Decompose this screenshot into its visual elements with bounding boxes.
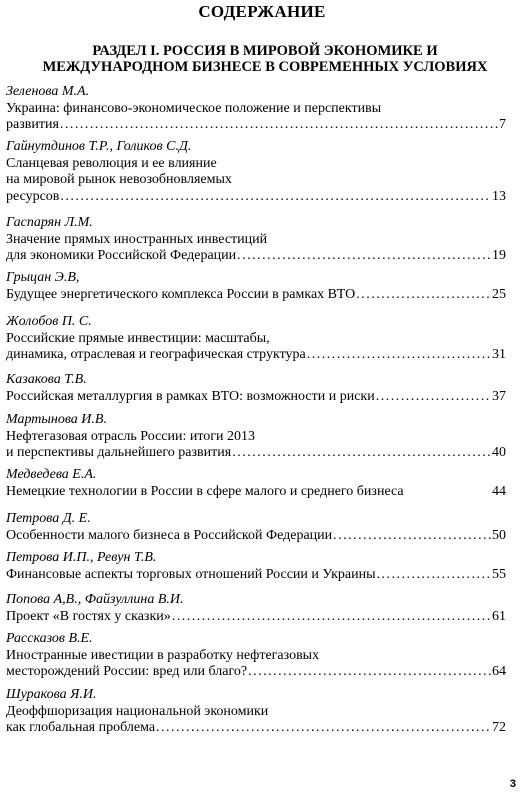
toc-leader-dots (377, 567, 492, 584)
toc-title-text: Финансовые аспекты торговых отношений России и Украины (6, 566, 376, 582)
toc-title-line: Украина: финансово-экономическое положение и перспективы (6, 100, 382, 116)
toc-entry[interactable] (6, 215, 506, 265)
toc-title-text: Особенности малого бизнеса в Российской Федерации (6, 527, 333, 543)
toc-title-text: динамика, отраслевая и географическая структура (6, 347, 306, 362)
toc-page-number: 50 (492, 527, 506, 543)
toc-page-number: 31 (492, 347, 506, 362)
toc-entry[interactable] (6, 687, 506, 737)
toc-author: Гайнутдинов Т.Р., Голиков С.Д. (6, 139, 192, 154)
toc-leader-dots (356, 287, 491, 304)
toc-title-last-line (6, 567, 506, 584)
toc-title-text: развития (6, 117, 59, 132)
toc-leader-dots (307, 347, 491, 364)
toc-title-last-line (6, 664, 506, 681)
toc-author: Гаспарян Л.М. (6, 215, 93, 230)
toc-title-text: месторождений России: вред или благо? (6, 664, 248, 679)
toc-leader-dots (232, 445, 491, 462)
toc-title-line: Нефтегазовая отрасль России: итоги 2013 (6, 428, 256, 444)
toc-title-last-line (6, 189, 506, 206)
toc-title-last-line (6, 248, 506, 265)
section-heading-line-1: РАЗДЕЛ I. РОССИЯ В МИРОВОЙ ЭКОНОМИКЕ И (92, 43, 438, 59)
toc-title-text: ресурсов (6, 188, 60, 204)
toc-title-last-line (6, 445, 506, 462)
toc-page-number: 19 (492, 248, 506, 263)
toc-title-text: Проект «В гостях у сказки» (6, 608, 171, 624)
toc-entry[interactable] (6, 412, 506, 462)
toc-page-number: 61 (492, 608, 506, 624)
toc-title-text: Будущее энергетического комплекса России в рамках ВТО (6, 286, 356, 302)
toc-entry[interactable] (6, 550, 506, 583)
toc-entry[interactable] (6, 592, 506, 625)
toc-author: Грыцан Э.В, (6, 270, 80, 285)
toc-author: Шуракова Я.И. (6, 687, 97, 702)
toc-page-number: 44 (492, 483, 506, 499)
toc-title-line: Значение прямых иностранных инвестиций (6, 231, 268, 247)
toc-title-last-line (6, 609, 506, 626)
toc-page-number: 25 (492, 286, 506, 302)
toc-title-last-line (6, 117, 506, 134)
toc-title-line: Иностранные ивестиции в разработку нефтегазовых (6, 647, 320, 663)
section-heading-line-2: МЕЖДУНАРОДНОМ БИЗНЕСЕ В СОВРЕМЕННЫХ УСЛОВИЯХ (42, 59, 488, 75)
section-heading (20, 43, 510, 75)
toc-leader-dots (60, 189, 491, 206)
toc-page-number: 37 (492, 388, 506, 404)
toc-title-text: для экономики Российской Федерации (6, 248, 237, 263)
toc-page-number: 7 (499, 117, 506, 132)
toc-entry[interactable] (6, 511, 506, 544)
toc-title-line: Деоффшоризация национальной экономики (6, 703, 269, 719)
toc-author: Петрова Д. Е. (6, 511, 91, 526)
toc-author: Петрова И.П., Ревун Т.В. (6, 550, 157, 565)
toc-entry[interactable] (6, 314, 506, 364)
toc-title-text: и перспективы дальнейшего развития (6, 445, 232, 460)
toc-title-line: Сланцевая революция и ее влияние (6, 155, 217, 171)
toc-title-line: на мировой рынок невозобновляемых (6, 172, 232, 187)
toc-title-last-line (6, 484, 506, 501)
toc-leader-dots (333, 528, 491, 545)
toc-leader-dots (60, 117, 498, 134)
toc-author: Рассказов В.Е. (6, 631, 93, 646)
toc-entry[interactable] (6, 467, 506, 500)
toc-title-last-line (6, 389, 506, 406)
toc-entry[interactable] (6, 270, 506, 303)
toc-author: Казакова Т.В. (6, 372, 87, 387)
toc-title-line: Российские прямые инвестиции: масштабы, (6, 330, 270, 346)
toc-page-number: 72 (492, 720, 506, 735)
toc-author: Медведева Е.А. (6, 467, 97, 482)
page-number: 3 (509, 778, 516, 790)
toc-leader-dots (172, 609, 491, 626)
toc-title-last-line (6, 528, 506, 545)
toc-title-text: Немецкие технологии в России в сфере малого и среднего бизнеса (6, 483, 404, 499)
toc-title-last-line (6, 287, 506, 304)
toc-leader-dots (248, 664, 491, 681)
toc-page-number: 55 (492, 566, 506, 582)
toc-author: Зеленова М.А. (6, 84, 90, 99)
toc-title-last-line (6, 720, 506, 737)
toc-author: Попова А,В., Файзуллина В.И. (6, 592, 184, 607)
toc-leader-dots (376, 389, 491, 406)
toc-author: Мартынова И.В. (6, 412, 107, 427)
toc-entry[interactable] (6, 139, 506, 205)
toc-page-number: 40 (492, 445, 506, 460)
toc-title-text: Российская металлургия в рамках ВТО: возможности и риски (6, 388, 375, 404)
toc-entry[interactable] (6, 84, 506, 134)
toc-author: Жолобов П. С. (6, 314, 92, 329)
toc-title-last-line (6, 347, 506, 364)
toc-page-number: 13 (492, 188, 506, 204)
toc-entry[interactable] (6, 631, 506, 681)
page-title: СОДЕРЖАНИЕ (198, 2, 326, 21)
toc-page-number: 64 (492, 664, 506, 679)
toc-leader-dots (237, 248, 491, 265)
toc-title-text: как глобальная проблема (6, 720, 156, 735)
toc-leader-dots (156, 720, 491, 737)
toc-entry[interactable] (6, 372, 506, 405)
